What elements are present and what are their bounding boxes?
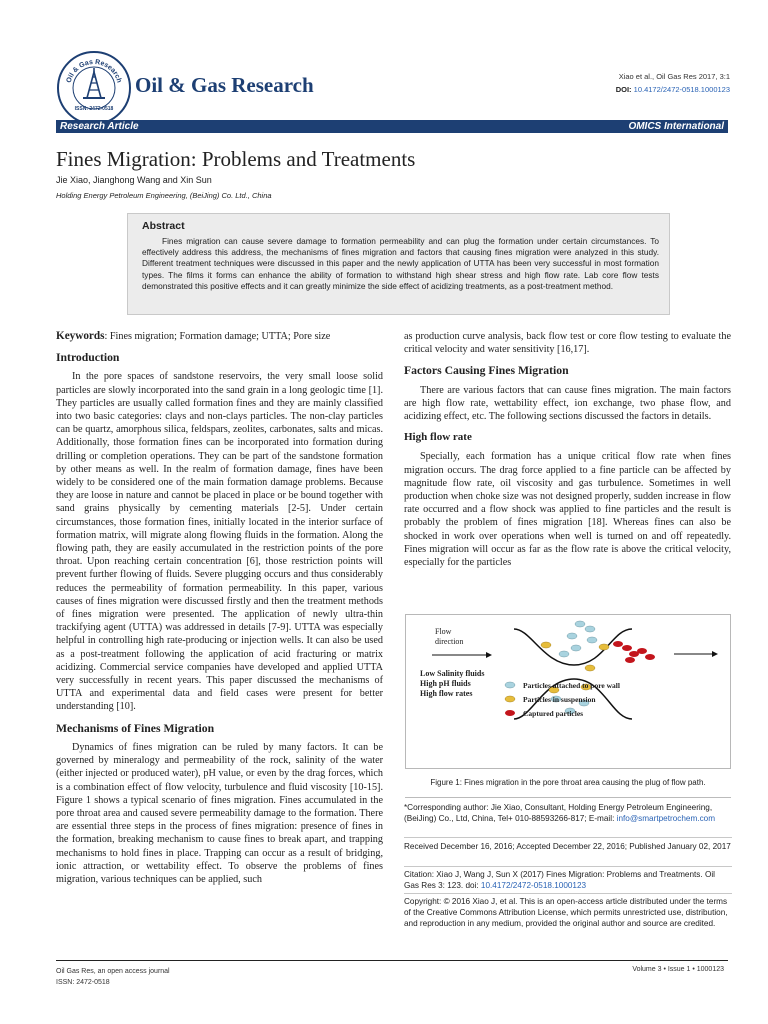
doi-link[interactable]: 10.4172/2472-0518.1000123 [633,85,730,94]
captured-particle [625,657,635,663]
journal-logo [56,50,132,126]
legend-attached: Particles attached to pore wall [523,681,620,690]
attached-particle [587,637,597,643]
divider [404,866,732,867]
flow-label-2: direction [435,637,464,646]
mechanisms-heading: Mechanisms of Fines Migration [56,721,215,735]
figure-caption: Figure 1: Fines migration in the pore throat area causing the plug of flow path. [430,778,706,787]
keywords-text: : Fines migration; Formation damage; UTTA; Pore size [104,331,331,342]
suspended-particle [585,665,595,671]
doi-line [616,83,730,96]
doi-label: DOI: [615,85,632,94]
left-column [56,330,383,886]
condition-1: Low Salinity fluids [420,669,485,678]
flow-direction-arrow-left [432,652,492,658]
attached-particle [567,633,577,639]
divider [404,837,732,838]
citation-doi-link[interactable]: 10.4172/2472-0518.1000123 [480,880,587,890]
mechanisms-continuation: as production curve analysis, back flow test or core flow testing to evaluate the critical velocity and water sensitivity [16,17]. [404,331,731,356]
condition-3: High flow rates [420,689,473,698]
article-type: Research Article [60,121,139,132]
high-flow-rate-heading: High flow rate [404,431,472,444]
figure-legend [505,681,620,718]
abstract-heading: Abstract [142,220,185,232]
captured-particle [645,654,655,660]
footer-volume: Volume 3 • Issue 1 • 1000123 [632,966,724,973]
divider [404,893,732,894]
attached-particle [559,651,569,657]
footer-journal-line: Oil Gas Res, an open access journal [56,968,170,975]
legend-captured: Captured particles [523,709,584,718]
affiliation: Holding Energy Petroleum Engineering, (BeiJing) Co. Ltd., China [56,191,272,200]
keywords-label: Keywords [56,330,105,342]
figure-1 [405,614,731,769]
header-bar [56,120,728,133]
divider [405,797,731,798]
email-link[interactable]: info@smartpetrochem.com [616,813,716,823]
captured-particle [637,648,647,654]
article-dates: Received December 16, 2016; Accepted December 22, 2016; Published January 02, 2017 [404,842,731,851]
citation-text: Citation: Xiao J, Wang J, Sun X (2017) Fines Migration: Problems and Treatments. Oil Gas Res 3: 123. doi: [404,870,715,890]
suspended-particle [599,644,609,650]
copyright: Copyright: © 2016 Xiao J, et al. This is an open-access article distributed under the terms of the Creative Commons Attribution License, which permits unrestricted use, distribution, and reproduction in any medium, provided the original author and source are credited. [404,897,728,928]
captured-particles [613,641,655,663]
condition-2: High pH fluids [420,679,471,688]
paper-title: Fines Migration: Problems and Treatments [56,147,416,171]
attached-particle [571,645,581,651]
footer-issn-line: ISSN: 2472-0518 [56,979,110,986]
corresponding-author-text: *Corresponding author: Jie Xiao, Consultant, Holding Energy Petroleum Engineering, (BeiJing) Co., Ltd, China, Tel+ 010-88593266-817; E-mail: [404,803,713,823]
footer-left [56,966,170,988]
flow-label-1: Flow [435,627,452,636]
captured-particle [622,645,632,651]
attached-particle [585,626,595,632]
attached-particle [575,621,585,627]
figure-1-diagram [406,615,730,768]
citation-short-text: Xiao et al., Oil Gas Res 2017, 3:1 [618,72,730,81]
factors-text: There are various factors that can cause fines migration. The main factors are high flow rate, wettability effect, ion exchange, two phase flow, and acidizing effect, etc. The following sections discussed the factors in details. [404,384,731,423]
legend-suspension: Particles in suspension [523,695,596,704]
legend-swatch-attached [505,682,515,688]
legend-swatch-captured [505,710,515,716]
abstract-box [127,213,670,315]
citation-short [616,70,730,96]
authors: Jie Xiao, Jianghong Wang and Xin Sun [56,175,212,185]
introduction-text: In the pore spaces of sandstone reservoirs, the very small loose solid particles are slowly incorporated into the sand grain in a long geologic time [1]. They particles are usually called formation fines and they are mainly classified into two basic categories: clays and non-clays particles. The non-clay particles can be quartz, amorphous silica, feldspars, zeolites, carbonates, salts and micas. Additionally, those formation fines can be incorporated into formation during drilling or completion operations. They can be part of the sandstone formation by other means as well. In the realm of formation damage, fines have been widely to be considered one of the main formation damage problems. Because they are loose in nature and cannot be placed in place or be bound together with sand grains physically by cementing materials [2-5]. Under certain circumstances, those formation fines, initially located in the interior surface of formation matrix, will migrate along flowing fluids in the formation. Along the flowing path, they are easily accumulated in the restriction points of the pore throat. Upon reaching certain concentration [6], those restriction points will prevent further flowing of fluids. Severe plugging occurs and thus considerably reduces the permeability of formation permeability. In this paper, various causes of fines migration were discussed firstly and then the treatment methods of fines migration were presented. The application of newly ultra-thin trackifying agent (UTTA) was addressed in details [7-9]. UTTA was especially helpful in controlling high rate-producing or injection wells. It can also be used as a post-treatment following the application of acid fracturing or matrix acidizing. Commercial service companies have developed and applied UTTA very successfully in recent years. This paper discussed the mechanisms of UTTA and experimental data and field cases were present for better understanding [10]. [56,371,383,713]
mechanisms-text: Dynamics of fines migration can be ruled by many factors. It can be governed by mineralogy and permeability of the rock, salinity of the water (either injected or produced water), pH value, or even by the drag forces, which is a combination effect of flow velocity, turbulence and fluid viscosity [10-15]. Figure 1 shows a typical scenario of fines migration. Fines accumulated in the pore throat area and caused severe permeability damage to the formation. There are essential three steps in the process of fines migration: presence of fines in the formation, breaking mechanism to cause fines to break apart, and trapping mechanisms to hold fines in place. Trapping can occur as a result of bridging, ionic attraction, or wettability effect. To observe the problems of fines migration, various techniques can be applied, such [56,741,383,885]
captured-particle [613,641,623,647]
high-flow-rate-text: Specially, each formation has a unique critical flow rate when fines migration occurs. The drag force applied to a fine particle can be affected by magnitude flow rate, oil viscosity and gas turbulence. Sometimes in well production when choke size was not designed properly, sudden increase in flow rate occurred and a flow shock was applied to fine particles and the result is probably the problem of fines migration [18]. Whereas fines can also be shocked in work over operations when well is turned on and off repeatedly. Fines migration will occur as far as the flow rate is above the critical velocity, especially for the particles [404,451,731,569]
footer-rule [56,960,728,961]
abstract-text: Fines migration can cause severe damage to formation permeability and can plug the formation under certain circumstances. To effectively address this address, the mechanisms of fines migration and factors that causing fines migration were analyzed in this study. Different treatment techniques were discussed in this paper and the newly application of UTTA has been very successful in most formation types. The films it forms can enhance the ability of formation to withstand high shear stress and high flow rate. Lab core flow tests demonstrated this positive effects and it can greatly minimize the side effect of acidizing treatments, as a post-treatment method. [142,236,659,291]
journal-title: Oil & Gas Research [135,73,314,97]
logo-ring-text: Oil & Gas Research [65,58,123,84]
logo-issn: ISSN: 2472-0518 [74,106,114,112]
flow-direction-arrow-right [674,651,718,657]
introduction-heading: Introduction [56,351,120,365]
citation [404,870,732,892]
right-column [404,330,731,569]
corresponding-author [404,803,732,825]
keywords [56,330,383,343]
suspended-particle [541,642,551,648]
publisher: OMICS International [628,121,724,132]
legend-swatch-suspension [505,696,515,702]
factors-heading: Factors Causing Fines Migration [404,364,569,378]
